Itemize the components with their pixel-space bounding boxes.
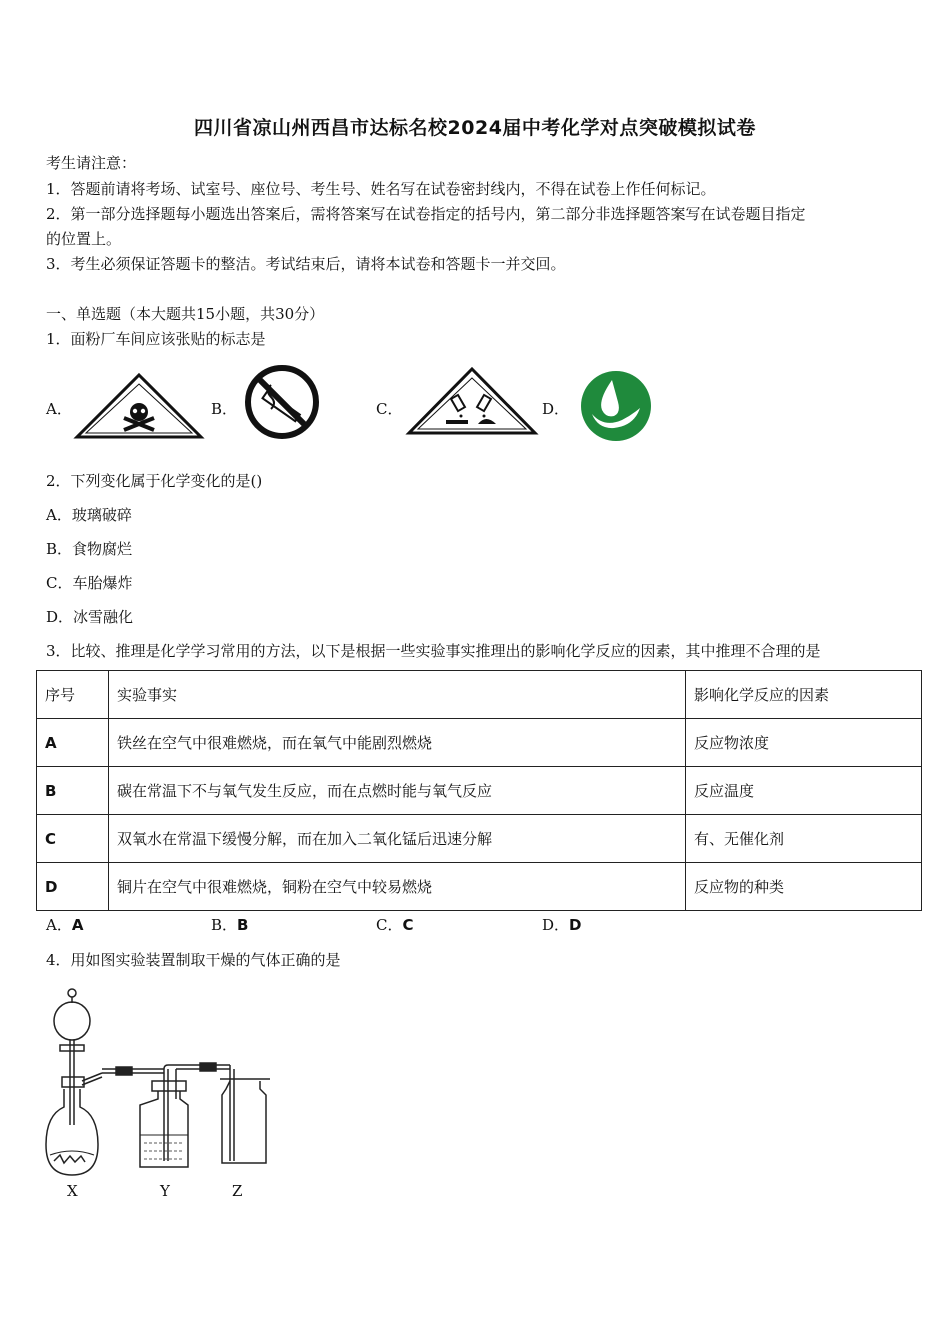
table-row bbox=[37, 767, 922, 815]
table-cell: 碳在常温下不与氧气发生反应，而在点燃时能与氧气反应 bbox=[109, 767, 686, 815]
table-header-cell: 序号 bbox=[37, 671, 109, 719]
table-cell: 铁丝在空气中很难燃烧，而在氧气中能剧烈燃烧 bbox=[109, 719, 686, 767]
apparatus-z bbox=[220, 1079, 270, 1163]
notice-item-3: 3．考生必须保证答题卡的整洁。考试结束后，请将本试卷和答题卡一并交回。 bbox=[46, 255, 566, 273]
q3-option-d-label: D． bbox=[542, 916, 570, 934]
water-saving-sign-icon bbox=[578, 370, 654, 442]
table-cell: B bbox=[37, 767, 109, 815]
q3-option-b-value: B bbox=[237, 916, 249, 934]
q3-option-a-value: A bbox=[71, 916, 84, 934]
table-header-row bbox=[37, 671, 922, 719]
page-title: 四川省凉山州西昌市达标名校2024届中考化学对点突破模拟试卷 bbox=[194, 117, 756, 139]
table-header-cell: 实验事实 bbox=[109, 671, 686, 719]
gas-apparatus-diagram bbox=[40, 985, 280, 1205]
notice-heading: 考生请注意： bbox=[46, 154, 137, 172]
table-header-cell: 影响化学反应的因素 bbox=[686, 671, 922, 719]
corrosive-sign-icon bbox=[406, 366, 538, 436]
table-cell: 双氧水在常温下缓慢分解，而在加入二氧化锰后迅速分解 bbox=[109, 815, 686, 863]
q3-option-c bbox=[376, 914, 414, 935]
notice-item-2: 2．第一部分选择题每小题选出答案后，需将答案写在试卷指定的括号内，第二部分非选择题答案写在试卷题目指定 bbox=[46, 205, 806, 223]
q3-option-d bbox=[542, 914, 581, 935]
toxic-sign-icon bbox=[74, 372, 204, 440]
table-cell: D bbox=[37, 863, 109, 911]
q1-option-c-label: C． bbox=[376, 400, 403, 418]
notice-item-1: 1．答题前请将考场、试室号、座位号、考生号、姓名写在试卷密封线内，不得在试卷上作任何标记。 bbox=[46, 180, 716, 198]
table-cell: 反应物的种类 bbox=[686, 863, 922, 911]
q3-option-b bbox=[211, 914, 248, 935]
q2-option-d: D．冰雪融化 bbox=[46, 608, 134, 626]
table-row bbox=[37, 863, 922, 911]
apparatus-x bbox=[46, 989, 102, 1175]
table-cell: 铜片在空气中很难燃烧，铜粉在空气中较易燃烧 bbox=[109, 863, 686, 911]
q1-option-a-label: A． bbox=[46, 400, 72, 418]
apparatus-label-z: Z bbox=[232, 1182, 243, 1200]
table-row bbox=[37, 719, 922, 767]
no-smoking-sign-icon bbox=[243, 363, 321, 441]
q4-stem: 4．用如图实验装置制取干燥的气体正确的是 bbox=[46, 951, 341, 969]
section-heading: 一、单选题（本大题共15小题，共30分） bbox=[46, 305, 325, 323]
q2-stem: 2．下列变化属于化学变化的是() bbox=[46, 472, 263, 490]
table-cell: C bbox=[37, 815, 109, 863]
q3-option-a bbox=[46, 914, 83, 935]
q3-experiment-table bbox=[36, 670, 922, 911]
apparatus-label-y: Y bbox=[160, 1182, 170, 1200]
q1-option-b-label: B． bbox=[211, 400, 238, 418]
q2-option-b: B．食物腐烂 bbox=[46, 540, 133, 558]
table-cell: 反应物浓度 bbox=[686, 719, 922, 767]
table-row bbox=[37, 815, 922, 863]
table-cell: 有、无催化剂 bbox=[686, 815, 922, 863]
table-cell: 反应温度 bbox=[686, 767, 922, 815]
table-cell: A bbox=[37, 719, 109, 767]
notice-item-2-cont: 的位置上。 bbox=[46, 230, 122, 248]
q3-option-b-label: B． bbox=[211, 916, 238, 934]
q3-option-c-label: C． bbox=[376, 916, 403, 934]
q3-option-d-value: D bbox=[569, 916, 582, 934]
q3-stem: 3．比较、推理是化学学习常用的方法，以下是根据一些实验事实推理出的影响化学反应的因素，其中推理不合理的是 bbox=[46, 642, 821, 660]
q2-option-c: C．车胎爆炸 bbox=[46, 574, 133, 592]
apparatus-label-x: X bbox=[67, 1182, 78, 1200]
q3-option-a-label: A． bbox=[46, 916, 72, 934]
q3-option-c-value: C bbox=[402, 916, 414, 934]
q1-option-d-label: D． bbox=[542, 400, 570, 418]
q1-stem: 1．面粉厂车间应该张贴的标志是 bbox=[46, 330, 266, 348]
q2-option-a: A．玻璃破碎 bbox=[46, 506, 132, 524]
